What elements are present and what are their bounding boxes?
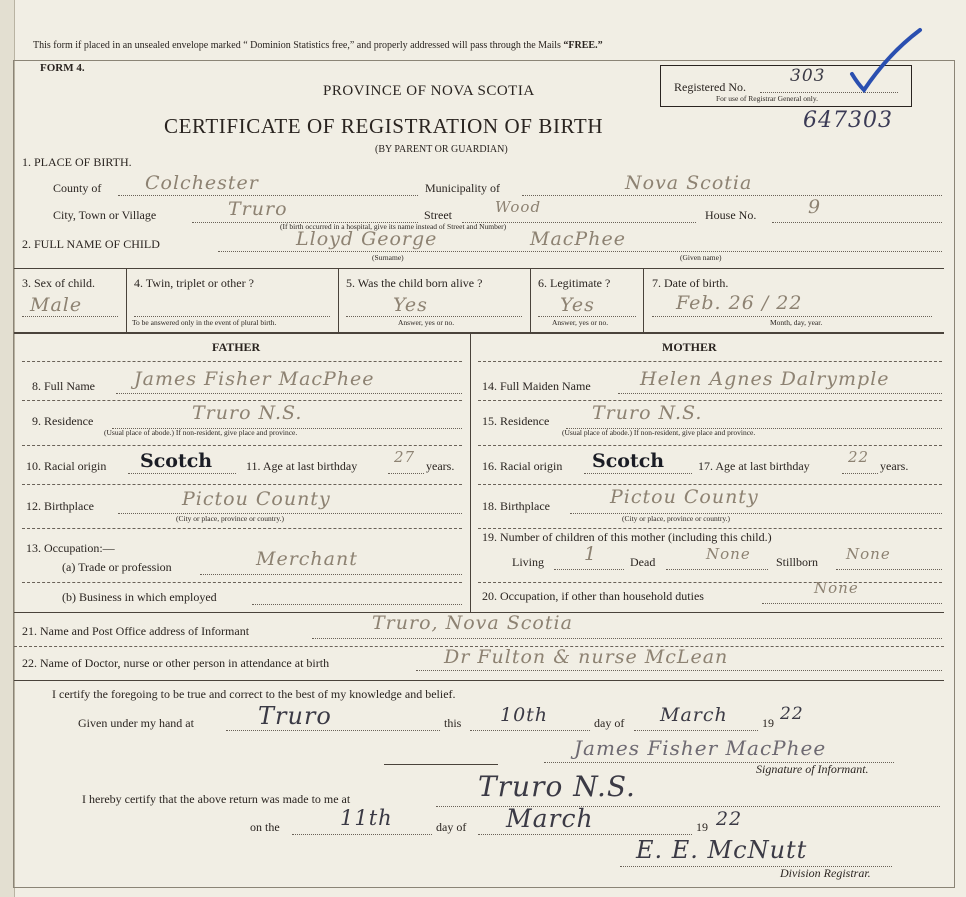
registrar-use-note: For use of Registrar General only.	[716, 94, 818, 103]
certify-statement: I certify the foregoing to be true and correct to the best of my knowledge and belief.	[52, 687, 456, 701]
dead-value: None	[706, 545, 751, 563]
page-title: CERTIFICATE OF REGISTRATION OF BIRTH	[164, 114, 604, 138]
province-heading: PROVINCE OF NOVA SCOTIA	[323, 83, 535, 99]
day-value: 10th	[500, 704, 549, 726]
father-age-unit: years.	[426, 459, 455, 473]
father-residence-value: Truro N.S.	[192, 402, 303, 424]
child-surname: MacPhee	[530, 228, 626, 250]
child-name-label: 2. FULL NAME OF CHILD	[22, 237, 160, 251]
street-value: Wood	[495, 198, 542, 216]
municipality-value: Nova Scotia	[625, 172, 753, 194]
mother-birthplace-label: 18. Birthplace	[482, 499, 550, 513]
registrar-day-of-label: day of	[436, 820, 467, 834]
doctor-label: 22. Name of Doctor, nurse or other person in attendance at birth	[22, 656, 330, 670]
stamped-number: 647303	[803, 108, 893, 133]
registrar-place-value: Truro N.S.	[478, 770, 636, 803]
sex-label: 3. Sex of child.	[22, 276, 95, 290]
twin-note: To be answered only in the event of plural birth.	[132, 318, 277, 327]
father-trade-label: (a) Trade or profession	[62, 560, 172, 574]
mother-children-label: 19. Number of children of this mother (including this child.)	[482, 530, 772, 544]
born-alive-note: Answer, yes or no.	[398, 318, 455, 327]
born-alive-label: 5. Was the child born alive ?	[346, 276, 483, 290]
informant-signature: James Fisher MacPhee	[574, 736, 827, 760]
month-value: March	[660, 704, 728, 726]
form-number: FORM 4.	[40, 62, 85, 74]
father-age-label: 11. Age at last birthday	[246, 459, 358, 473]
born-alive-value: Yes	[393, 294, 428, 316]
mother-racial-label: 16. Racial origin	[482, 459, 563, 473]
page-subtitle: (BY PARENT OR GUARDIAN)	[375, 144, 508, 155]
registrar-year-prefix: 19	[696, 820, 708, 834]
dead-label: Dead	[630, 555, 656, 569]
municipality-label: Municipality of	[425, 181, 500, 195]
dob-label: 7. Date of birth.	[652, 276, 729, 290]
father-birthplace-note: (City or place, province or country.)	[176, 514, 285, 523]
year-value: 22	[780, 704, 804, 724]
blue-checkmark-icon	[848, 24, 924, 94]
day-of-label: day of	[594, 716, 625, 730]
informant-label: 21. Name and Post Office address of Informant	[22, 624, 250, 638]
mother-occupation-label: 20. Occupation, if other than household duties	[482, 589, 704, 603]
father-trade-value: Merchant	[256, 548, 358, 570]
mother-racial-value: Scotch	[592, 450, 665, 472]
father-age-value: 27	[394, 448, 416, 466]
living-label: Living	[512, 555, 544, 569]
given-name-note: (Given name)	[680, 253, 722, 262]
dob-value: Feb. 26 / 22	[676, 292, 803, 314]
city-label: City, Town or Village	[53, 208, 157, 222]
dob-note: Month, day, year.	[770, 318, 823, 327]
legitimate-value: Yes	[560, 294, 595, 316]
mother-residence-note: (Usual place of abode.) If non-resident, give place and province.	[562, 428, 756, 437]
doctor-value: Dr Fulton & nurse McLean	[444, 646, 729, 668]
mother-heading: MOTHER	[662, 340, 717, 354]
surname-note: (Surname)	[372, 253, 404, 262]
county-value: Colchester	[145, 172, 259, 194]
house-value: 9	[808, 196, 822, 218]
registrar-year-value: 22	[716, 808, 743, 830]
father-racial-label: 10. Racial origin	[26, 459, 107, 473]
child-given-name: Lloyd George	[296, 228, 438, 250]
street-note: (If birth occurred in a hospital, give its name instead of Street and Number)	[280, 222, 507, 231]
given-place-value: Truro	[258, 702, 332, 730]
house-label: House No.	[705, 208, 757, 222]
on-the-label: on the	[250, 820, 280, 834]
registrar-signature: E. E. McNutt	[636, 836, 808, 864]
father-business-label: (b) Business in which employed	[62, 590, 217, 604]
signature-of-informant-label: Signature of Informant.	[756, 762, 869, 776]
mother-birthplace-note: (City or place, province or country.)	[622, 514, 731, 523]
father-residence-label: 9. Residence	[32, 414, 94, 428]
stillborn-value: None	[846, 545, 891, 563]
place-of-birth-section: 1. PLACE OF BIRTH.	[22, 155, 132, 169]
father-residence-note: (Usual place of abode.) If non-resident, give place and province.	[104, 428, 298, 437]
legitimate-note: Answer, yes or no.	[552, 318, 609, 327]
mother-age-value: 22	[848, 448, 870, 466]
father-occupation-label: 13. Occupation:—	[26, 541, 115, 555]
division-registrar-label: Division Registrar.	[780, 866, 871, 880]
mother-age-unit: years.	[880, 459, 909, 473]
registrar-month-value: March	[506, 804, 594, 833]
father-birthplace-label: 12. Birthplace	[26, 499, 94, 513]
given-under-hand-label: Given under my hand at	[78, 716, 194, 730]
twin-label: 4. Twin, triplet or other ?	[134, 276, 254, 290]
mother-name-label: 14. Full Maiden Name	[482, 379, 591, 393]
street-label: Street	[424, 208, 452, 222]
year-prefix: 19	[762, 716, 774, 730]
father-heading: FATHER	[212, 340, 261, 354]
informant-value: Truro, Nova Scotia	[372, 612, 573, 634]
mother-occupation-value: None	[814, 579, 859, 597]
registrar-statement: I hereby certify that the above return was made to me at	[82, 792, 351, 806]
mother-age-label: 17. Age at last birthday	[698, 459, 810, 473]
sex-value: Male	[30, 294, 83, 316]
mother-name-value: Helen Agnes Dalrymple	[640, 368, 890, 390]
registered-label: Registered No.	[674, 80, 746, 94]
father-name-label: 8. Full Name	[32, 379, 95, 393]
city-value: Truro	[228, 198, 288, 220]
registered-number: 303	[790, 66, 826, 86]
this-label: this	[444, 716, 462, 730]
mail-notice: This form if placed in an unsealed envelope marked “ Dominion Statistics free,” and properly addressed will pass through the Mails “FREE.”	[33, 40, 603, 51]
registrar-day-value: 11th	[340, 806, 393, 830]
county-label: County of	[53, 181, 102, 195]
father-racial-value: Scotch	[140, 450, 213, 472]
living-value: 1	[584, 543, 598, 565]
mother-residence-value: Truro N.S.	[592, 402, 703, 424]
father-birthplace-value: Pictou County	[182, 488, 331, 510]
legitimate-label: 6. Legitimate ?	[538, 276, 611, 290]
father-name-value: James Fisher MacPhee	[134, 368, 375, 390]
mother-birthplace-value: Pictou County	[610, 486, 759, 508]
mother-residence-label: 15. Residence	[482, 414, 550, 428]
stillborn-label: Stillborn	[776, 555, 819, 569]
